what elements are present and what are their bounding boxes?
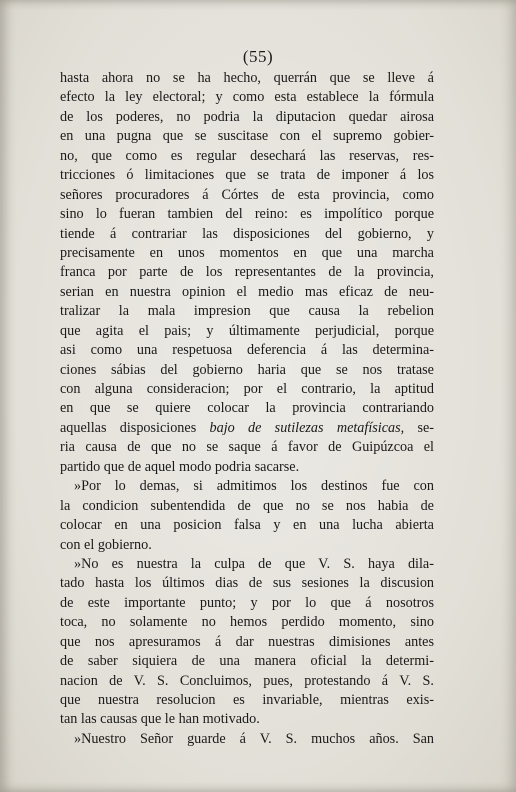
page-number: (55) <box>242 47 274 66</box>
text-segment: , se- <box>400 419 435 436</box>
body-text <box>60 69 434 749</box>
text-line: en una pugna que se suscitase con el supremo gobier- <box>60 128 435 145</box>
text-line: con alguna consideracion; por el contrario, la aptitud <box>60 381 435 397</box>
text-line: serian en nuestra opinion el medio mas eficaz de neu- <box>60 283 434 300</box>
text-line <box>60 419 434 438</box>
text-line: partido que de aquel modo podria sacarse. <box>60 458 300 475</box>
text-line: ciones sábias del gobierno haria que se nos tratase <box>60 361 434 378</box>
text-segment: aquellas disposiciones <box>60 419 210 436</box>
text-line: nacion de V. S. Concluimos, pues, protestando á V. S. <box>60 672 434 689</box>
text-line: hasta ahora no se ha hecho, querrán que se lleve á <box>60 70 434 86</box>
text-line: de los poderes, no podria la diputacion quedar airosa <box>60 108 434 125</box>
text-line: señores procuradores á Córtes de esta provincia, como <box>60 186 434 203</box>
text-line: con el gobierno. <box>60 536 152 553</box>
text-line: »No es nuestra la culpa de que V. S. haya dila- <box>74 555 434 572</box>
text-line: tricciones ó limitaciones que se trata de imponer á los <box>60 167 435 184</box>
text-line: efecto la ley electoral; y como esta establece la fórmula <box>60 89 435 106</box>
text-line: franca por parte de los representantes de la provincia, <box>60 264 434 281</box>
text-line: »Nuestro Señor guarde á V. S. muchos años. San <box>74 730 435 747</box>
text-line: que nos apresuramos á dar nuestras dimisiones antes <box>60 633 434 650</box>
text-line: que agita el pais; y últimamente perjudicial, porque <box>60 322 434 339</box>
text-line: tan las causas que le han motivado. <box>60 711 260 728</box>
text-line: colocar en una posicion falsa y en una lucha abierta <box>60 517 434 534</box>
text-line: sino lo fueran tambien del reino: es impolítico porque <box>60 206 434 223</box>
text-line: tiende á contrariar las disposiciones del gobierno, y <box>60 225 435 242</box>
text-line: ria causa de que no se saque á favor de Guipúzcoa el <box>60 439 435 456</box>
text-line: asi como una respetuosa deferencia á las determina- <box>60 342 435 359</box>
text-line: precisamente en unos momentos en que una marcha <box>60 244 434 261</box>
italic-phrase: bajo de sutilezas metafísicas <box>209 419 401 436</box>
text-line: tado hasta los últimos dias de sus sesiones la discusion <box>60 575 435 592</box>
text-line: la condicion subentendida de que no se nos habia de <box>60 497 434 514</box>
text-line: de este importante punto; y por lo que á nosotros <box>60 594 435 611</box>
text-line: tralizar la mala impresion que causa la rebelion <box>60 303 434 320</box>
text-line: toca, no solamente no hemos perdido momento, sino <box>60 614 434 631</box>
text-line: de saber siquiera de una manera oficial la determi- <box>60 653 434 670</box>
text-line: no, que como es regular desechará las reservas, res- <box>60 147 435 164</box>
text-line: que nuestra resolucion es invariable, mientras exis- <box>60 692 434 708</box>
text-line: »Por lo demas, si admitimos los destinos fue con <box>74 478 434 495</box>
text-line: en que se quiere colocar la provincia contrariando <box>60 400 435 417</box>
